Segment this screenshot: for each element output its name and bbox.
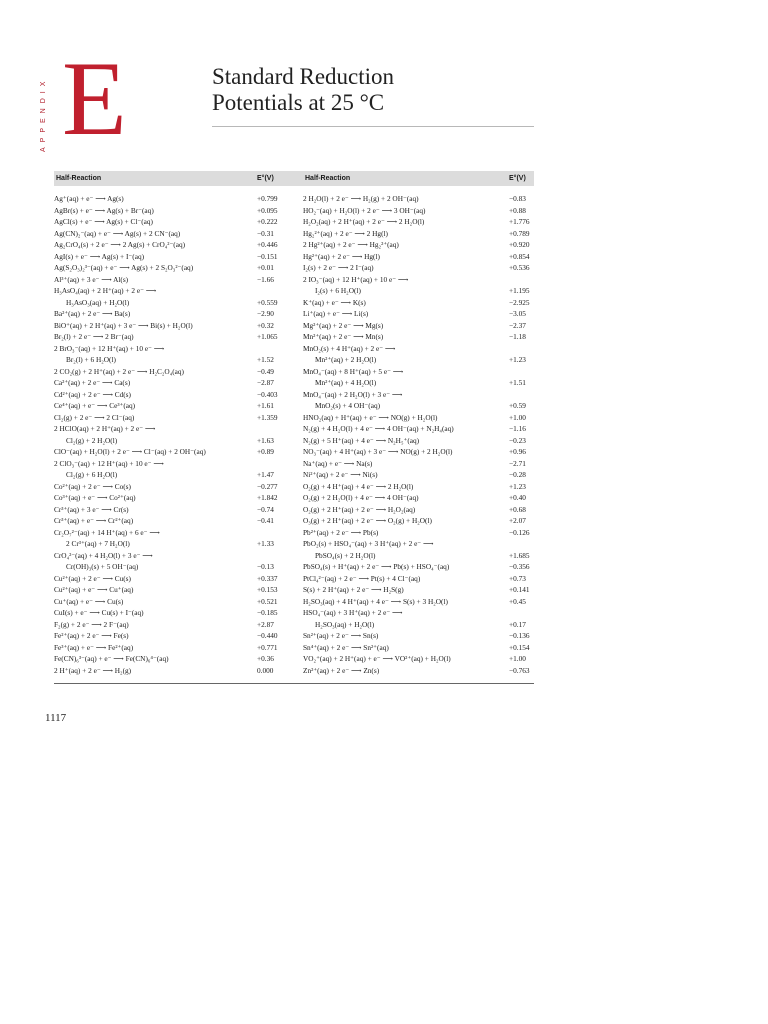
table-row xyxy=(54,297,292,309)
table-row xyxy=(54,527,292,539)
half-reaction: Cu⁺(aq) + e⁻ ⟶ Cu(s) xyxy=(54,596,124,606)
table-row xyxy=(303,251,534,263)
potential-value: −0.277 xyxy=(257,481,278,491)
potential-value: −2.37 xyxy=(509,320,526,330)
page-title xyxy=(212,64,394,116)
half-reaction: MnO₄⁻(aq) + 2 H₂O(l) + 3 e⁻ ⟶ xyxy=(303,389,403,399)
table-row xyxy=(303,262,534,274)
table-row xyxy=(54,538,292,550)
table-row xyxy=(303,216,534,228)
half-reaction: Mg²⁺(aq) + 2 e⁻ ⟶ Mg(s) xyxy=(303,320,384,330)
table-row xyxy=(303,561,534,573)
half-reaction: Zn²⁺(aq) + 2 e⁻ ⟶ Zn(s) xyxy=(303,665,380,675)
half-reaction: AgCl(s) + e⁻ ⟶ Ag(s) + Cl⁻(aq) xyxy=(54,217,153,226)
half-reaction: Cl₂(g) + 2 H₂O(l) xyxy=(66,435,118,445)
table-row xyxy=(54,343,292,355)
table-row xyxy=(303,377,534,389)
half-reaction: CrO₄²⁻(aq) + 4 H₂O(l) + 3 e⁻ ⟶ xyxy=(54,550,153,560)
right-potential-header: E°(V) xyxy=(509,175,526,182)
table-row xyxy=(54,377,292,389)
table-row xyxy=(303,584,534,596)
potential-value: +0.40 xyxy=(509,493,526,502)
half-reaction: Br₂(l) + 2 e⁻ ⟶ 2 Br⁻(aq) xyxy=(54,332,134,341)
table-row xyxy=(54,573,292,585)
potential-value: +0.153 xyxy=(257,585,278,594)
left-potential-header: E°(V) xyxy=(257,175,274,182)
half-reaction: Ag₂CrO₄(s) + 2 e⁻ ⟶ 2 Ag(s) + CrO₄²⁻(aq) xyxy=(54,240,186,249)
half-reaction: K⁺(aq) + e⁻ ⟶ K(s) xyxy=(303,297,366,307)
half-reaction: Na⁺(aq) + e⁻ ⟶ Na(s) xyxy=(303,458,373,468)
table-row xyxy=(54,504,292,516)
half-reaction: MnO₄⁻(aq) + 8 H⁺(aq) + 5 e⁻ ⟶ xyxy=(303,366,404,376)
page-number: 1117 xyxy=(45,712,67,724)
potential-value: −0.13 xyxy=(257,562,274,571)
potential-value: −2.71 xyxy=(509,458,526,468)
potential-value: −0.403 xyxy=(257,389,278,399)
potential-value: +1.842 xyxy=(257,493,278,502)
half-reaction: 2 IO₃⁻(aq) + 12 H⁺(aq) + 10 e⁻ ⟶ xyxy=(303,274,409,284)
table-row xyxy=(54,274,292,286)
potential-value: −0.49 xyxy=(257,366,274,376)
table-row xyxy=(303,389,534,401)
table-row xyxy=(303,285,534,297)
potential-value: +0.96 xyxy=(509,447,526,456)
half-reaction: Br₂(l) + 6 H₂O(l) xyxy=(66,355,116,364)
table-row xyxy=(54,400,292,412)
half-reaction: HNO₂(aq) + H⁺(aq) + e⁻ ⟶ NO(g) + H₂O(l) xyxy=(303,412,438,422)
half-reaction: Fe²⁺(aq) + 2 e⁻ ⟶ Fe(s) xyxy=(54,631,129,640)
appendix-letter: E xyxy=(62,40,127,157)
half-reaction: Cr³⁺(aq) + e⁻ ⟶ Cr²⁺(aq) xyxy=(54,516,134,525)
table-row xyxy=(303,435,534,447)
table-row xyxy=(54,481,292,493)
potential-value: −0.136 xyxy=(509,631,530,640)
table-row xyxy=(54,251,292,263)
table-row xyxy=(54,561,292,573)
half-reaction: Li⁺(aq) + e⁻ ⟶ Li(s) xyxy=(303,309,369,318)
potential-value: +1.00 xyxy=(509,412,526,422)
table-row xyxy=(303,343,534,355)
potential-value: +0.17 xyxy=(509,619,526,629)
half-reaction: Co³⁺(aq) + e⁻ ⟶ Co²⁺(aq) xyxy=(54,493,136,502)
table-row xyxy=(303,354,534,366)
table-row xyxy=(54,550,292,562)
potential-value: +1.52 xyxy=(257,355,274,364)
table-row xyxy=(303,331,534,343)
table-row xyxy=(54,492,292,504)
half-reaction: BiO⁺(aq) + 2 H⁺(aq) + 3 e⁻ ⟶ Bi(s) + H₂O(l) xyxy=(54,320,193,330)
half-reaction: Ca²⁺(aq) + 2 e⁻ ⟶ Ca(s) xyxy=(54,378,131,387)
table-row xyxy=(303,607,534,619)
half-reaction: 2 H⁺(aq) + 2 e⁻ ⟶ H₂(g) xyxy=(54,665,132,675)
half-reaction: Sn⁴⁺(aq) + 2 e⁻ ⟶ Sn²⁺(aq) xyxy=(303,642,389,652)
potential-value: +1.51 xyxy=(509,378,526,387)
potential-value: 0.000 xyxy=(257,665,274,675)
potential-value: +1.47 xyxy=(257,470,274,479)
potential-value: +0.89 xyxy=(257,447,274,456)
half-reaction: 2 HClO(aq) + 2 H⁺(aq) + 2 e⁻ ⟶ xyxy=(54,424,156,433)
table-row xyxy=(54,320,292,332)
left-column xyxy=(54,193,292,676)
table-row xyxy=(54,354,292,366)
potential-value: −2.925 xyxy=(509,297,530,307)
half-reaction: Ni²⁺(aq) + 2 e⁻ ⟶ Ni(s) xyxy=(303,470,378,479)
potential-value: +0.222 xyxy=(257,217,278,226)
table-row xyxy=(303,550,534,562)
half-reaction: N₂(g) + 4 H₂O(l) + 4 e⁻ ⟶ 4 OH⁻(aq) + N₂H₄(aq) xyxy=(303,424,454,433)
half-reaction: O₂(g) + 2 H⁺(aq) + 2 e⁻ ⟶ H₂O₂(aq) xyxy=(303,504,416,514)
table-row xyxy=(54,596,292,608)
potential-value: −0.41 xyxy=(257,516,274,525)
table-row xyxy=(54,665,292,677)
potential-value: +1.00 xyxy=(509,654,526,663)
potential-value: −1.18 xyxy=(509,332,526,341)
half-reaction: O₃(g) + 2 H⁺(aq) + 2 e⁻ ⟶ O₂(g) + H₂O(l) xyxy=(303,516,432,525)
half-reaction: AgI(s) + e⁻ ⟶ Ag(s) + I⁻(aq) xyxy=(54,251,145,261)
potential-value: −3.05 xyxy=(509,309,526,318)
potential-value: −1.66 xyxy=(257,274,274,284)
potential-value: −0.151 xyxy=(257,251,278,261)
table-row xyxy=(54,366,292,378)
half-reaction: Ag⁺(aq) + e⁻ ⟶ Ag(s) xyxy=(54,194,124,203)
half-reaction: Cr³⁺(aq) + 3 e⁻ ⟶ Cr(s) xyxy=(54,504,129,514)
table-row xyxy=(303,400,534,412)
half-reaction: HO₂⁻(aq) + H₂O(l) + 2 e⁻ ⟶ 3 OH⁻(aq) xyxy=(303,205,426,215)
table-row xyxy=(303,274,534,286)
half-reaction: H₂SO₃(aq) + H₂O(l) xyxy=(315,619,375,629)
table-row xyxy=(54,262,292,274)
half-reaction: Mn²⁺(aq) + 2 e⁻ ⟶ Mn(s) xyxy=(303,332,384,341)
half-reaction: Cr(OH)₃(s) + 5 OH⁻(aq) xyxy=(66,562,139,571)
half-reaction: H₃AsO₃(aq) + H₂O(l) xyxy=(66,297,130,307)
half-reaction: VO₂⁺(aq) + 2 H⁺(aq) + e⁻ ⟶ VO²⁺(aq) + H₂O(l) xyxy=(303,654,451,663)
table-row xyxy=(54,446,292,458)
table-header xyxy=(54,171,534,186)
half-reaction: O₂(g) + 4 H⁺(aq) + 4 e⁻ ⟶ 2 H₂O(l) xyxy=(303,481,414,491)
potential-value: +0.854 xyxy=(509,251,530,261)
table-row xyxy=(54,193,292,205)
potential-value: +0.559 xyxy=(257,297,278,307)
right-column xyxy=(303,193,534,676)
half-reaction: Cr₂O₇²⁻(aq) + 14 H⁺(aq) + 6 e⁻ ⟶ xyxy=(54,527,160,537)
half-reaction: Cu²⁺(aq) + 2 e⁻ ⟶ Cu(s) xyxy=(54,573,131,583)
potential-value: +0.45 xyxy=(509,596,526,606)
potential-value: −0.74 xyxy=(257,504,274,514)
half-reaction: H₃AsO₄(aq) + 2 H⁺(aq) + 2 e⁻ ⟶ xyxy=(54,286,157,295)
table-row xyxy=(54,331,292,343)
half-reaction: PbSO₄(s) + H⁺(aq) + 2 e⁻ ⟶ Pb(s) + HSO₄⁻(aq) xyxy=(303,562,450,571)
potential-value: +0.73 xyxy=(509,573,526,583)
table-row xyxy=(303,619,534,631)
half-reaction: ClO⁻(aq) + H₂O(l) + 2 e⁻ ⟶ Cl⁻(aq) + 2 OH⁻(aq) xyxy=(54,447,206,456)
half-reaction: Al³⁺(aq) + 3 e⁻ ⟶ Al(s) xyxy=(54,274,129,284)
half-reaction: 2 Cr³⁺(aq) + 7 H₂O(l) xyxy=(66,539,130,548)
potential-value: −0.763 xyxy=(509,665,530,675)
potential-value: −0.31 xyxy=(257,228,274,238)
potential-value: −0.23 xyxy=(509,435,526,445)
potential-value: +1.61 xyxy=(257,401,274,410)
half-reaction: Pb²⁺(aq) + 2 e⁻ ⟶ Pb(s) xyxy=(303,527,379,537)
potential-value: −2.90 xyxy=(257,309,274,318)
half-reaction: Cu²⁺(aq) + e⁻ ⟶ Cu⁺(aq) xyxy=(54,585,134,594)
table-row xyxy=(303,458,534,470)
table-row xyxy=(303,538,534,550)
table-row xyxy=(303,308,534,320)
half-reaction: HSO₄⁻(aq) + 3 H⁺(aq) + 2 e⁻ ⟶ xyxy=(303,608,403,617)
table-row xyxy=(303,423,534,435)
half-reaction: Hg₂²⁺(aq) + 2 e⁻ ⟶ 2 Hg(l) xyxy=(303,228,388,238)
potential-value: +0.88 xyxy=(509,205,526,215)
table-row xyxy=(303,527,534,539)
half-reaction: Fe(CN)₆³⁻(aq) + e⁻ ⟶ Fe(CN)₆⁴⁻(aq) xyxy=(54,654,169,663)
table-row xyxy=(54,619,292,631)
table-row xyxy=(303,228,534,240)
potential-value: −0.83 xyxy=(509,194,526,203)
potential-value: +1.63 xyxy=(257,435,274,445)
right-half-reaction-header: Half-Reaction xyxy=(305,175,351,182)
half-reaction: PbSO₄(s) + 2 H₂O(l) xyxy=(315,550,376,560)
half-reaction: I₂(s) + 6 H₂O(l) xyxy=(315,286,361,295)
half-reaction: H₂SO₃(aq) + 4 H⁺(aq) + 4 e⁻ ⟶ S(s) + 3 H₂O(l) xyxy=(303,596,448,606)
half-reaction: Co²⁺(aq) + 2 e⁻ ⟶ Co(s) xyxy=(54,481,131,491)
half-reaction: Ce⁴⁺(aq) + e⁻ ⟶ Ce³⁺(aq) xyxy=(54,401,136,410)
table-row xyxy=(54,285,292,297)
half-reaction: 2 Hg²⁺(aq) + 2 e⁻ ⟶ Hg₂²⁺(aq) xyxy=(303,240,399,249)
potential-value: +2.87 xyxy=(257,619,274,629)
table-row xyxy=(303,446,534,458)
half-reaction: 2 BrO₃⁻(aq) + 12 H⁺(aq) + 10 e⁻ ⟶ xyxy=(54,343,165,353)
table-row xyxy=(303,193,534,205)
potential-value: +1.776 xyxy=(509,217,530,226)
potential-value: +1.065 xyxy=(257,332,278,341)
half-reaction: N₂(g) + 5 H⁺(aq) + 4 e⁻ ⟶ N₂H₅⁺(aq) xyxy=(303,435,420,445)
table-row xyxy=(54,458,292,470)
potential-value: +0.095 xyxy=(257,205,278,215)
half-reaction: 2 ClO₃⁻(aq) + 12 H⁺(aq) + 10 e⁻ ⟶ xyxy=(54,458,164,468)
half-reaction: Sn²⁺(aq) + 2 e⁻ ⟶ Sn(s) xyxy=(303,631,379,640)
potential-value: −1.16 xyxy=(509,424,526,433)
table-row xyxy=(303,366,534,378)
potential-value: +0.446 xyxy=(257,240,278,249)
potential-value: +0.337 xyxy=(257,573,278,583)
half-reaction: Cl₂(g) + 2 e⁻ ⟶ 2 Cl⁻(aq) xyxy=(54,412,135,422)
half-reaction: Hg²⁺(aq) + 2 e⁻ ⟶ Hg(l) xyxy=(303,251,380,261)
table-row xyxy=(303,630,534,642)
half-reaction: 2 H₂O(l) + 2 e⁻ ⟶ H₂(g) + 2 OH⁻(aq) xyxy=(303,194,419,203)
table-row xyxy=(54,515,292,527)
table-row xyxy=(303,481,534,493)
half-reaction: PtCl₄²⁻(aq) + 2 e⁻ ⟶ Pt(s) + 4 Cl⁻(aq) xyxy=(303,573,421,583)
table-row xyxy=(303,412,534,424)
table-row xyxy=(303,239,534,251)
potential-value: −2.87 xyxy=(257,378,274,387)
potential-value: +0.68 xyxy=(509,504,526,514)
table-row xyxy=(303,205,534,217)
half-reaction: O₂(g) + 2 H₂O(l) + 4 e⁻ ⟶ 4 OH⁻(aq) xyxy=(303,493,419,502)
potential-value: +0.32 xyxy=(257,320,274,330)
potential-value: +1.685 xyxy=(509,550,530,560)
table-row xyxy=(303,573,534,585)
table-row xyxy=(54,412,292,424)
table-row xyxy=(303,504,534,516)
reduction-potential-table xyxy=(54,171,534,675)
potential-value: +0.536 xyxy=(509,263,530,272)
potential-value: +0.36 xyxy=(257,654,274,663)
potential-value: +1.23 xyxy=(509,481,526,491)
potential-value: +0.141 xyxy=(509,585,530,594)
table-row xyxy=(54,469,292,481)
potential-value: −0.356 xyxy=(509,562,530,571)
potential-value: +1.23 xyxy=(509,355,526,364)
table-row xyxy=(54,239,292,251)
table-row xyxy=(54,228,292,240)
table-row xyxy=(303,596,534,608)
half-reaction: NO₃⁻(aq) + 4 H⁺(aq) + 3 e⁻ ⟶ NO(g) + 2 H₂O(l) xyxy=(303,447,453,456)
title-line-2: Potentials at 25 °C xyxy=(212,90,385,115)
potential-value: +2.07 xyxy=(509,516,526,525)
table-row xyxy=(303,642,534,654)
half-reaction: Cd²⁺(aq) + 2 e⁻ ⟶ Cd(s) xyxy=(54,389,131,399)
potential-value: −0.28 xyxy=(509,470,526,479)
table-row xyxy=(54,435,292,447)
potential-value: −0.126 xyxy=(509,527,530,537)
half-reaction: Mn²⁺(aq) + 4 H₂O(l) xyxy=(315,378,377,387)
potential-value: −0.440 xyxy=(257,631,278,640)
half-reaction: Ag(CN)₂⁻(aq) + e⁻ ⟶ Ag(s) + 2 CN⁻(aq) xyxy=(54,228,181,238)
half-reaction: H₂O₂(aq) + 2 H⁺(aq) + 2 e⁻ ⟶ 2 H₂O(l) xyxy=(303,217,425,226)
table-row xyxy=(54,653,292,665)
half-reaction: PbO₂(s) + HSO₄⁻(aq) + 3 H⁺(aq) + 2 e⁻ ⟶ xyxy=(303,539,434,548)
potential-value: +0.59 xyxy=(509,401,526,410)
half-reaction: 2 CO₂(g) + 2 H⁺(aq) + 2 e⁻ ⟶ H₂C₂O₄(aq) xyxy=(54,366,184,376)
table-row xyxy=(303,665,534,677)
potential-value: +0.920 xyxy=(509,240,530,249)
potential-value: +0.154 xyxy=(509,642,530,652)
left-half-reaction-header: Half-Reaction xyxy=(56,175,102,182)
potential-value: +1.359 xyxy=(257,412,278,422)
half-reaction: Ag(S₂O₃)₂³⁻(aq) + e⁻ ⟶ Ag(s) + 2 S₂O₃²⁻(aq) xyxy=(54,263,194,272)
potential-value: +1.195 xyxy=(509,286,530,295)
title-rule xyxy=(212,126,534,127)
table-row xyxy=(54,389,292,401)
table-row xyxy=(54,423,292,435)
table-row xyxy=(54,630,292,642)
half-reaction: MnO₂(s) + 4 OH⁻(aq) xyxy=(315,401,381,410)
table-bottom-rule xyxy=(54,683,534,684)
half-reaction: MnO₂(s) + 4 H⁺(aq) + 2 e⁻ ⟶ xyxy=(303,343,396,353)
half-reaction: S(s) + 2 H⁺(aq) + 2 e⁻ ⟶ H₂S(g) xyxy=(303,585,404,594)
half-reaction: Mn²⁺(aq) + 2 H₂O(l) xyxy=(315,355,377,364)
potential-value: +0.521 xyxy=(257,596,278,606)
half-reaction: AgBr(s) + e⁻ ⟶ Ag(s) + Br⁻(aq) xyxy=(54,205,154,215)
potential-value: +1.33 xyxy=(257,539,274,548)
table-row xyxy=(303,492,534,504)
table-row xyxy=(303,653,534,665)
table-row xyxy=(54,205,292,217)
table-row xyxy=(303,320,534,332)
half-reaction: F₂(g) + 2 e⁻ ⟶ 2 F⁻(aq) xyxy=(54,619,129,629)
title-line-1: Standard Reduction xyxy=(212,64,395,89)
potential-value: +0.01 xyxy=(257,263,274,272)
table-row xyxy=(54,642,292,654)
potential-value: +0.789 xyxy=(509,228,530,238)
appendix-label: APPENDIX xyxy=(40,76,47,152)
table-row xyxy=(303,515,534,527)
table-row xyxy=(303,297,534,309)
half-reaction: Ba²⁺(aq) + 2 e⁻ ⟶ Ba(s) xyxy=(54,309,131,318)
potential-value: +0.771 xyxy=(257,642,278,652)
half-reaction: Fe³⁺(aq) + e⁻ ⟶ Fe²⁺(aq) xyxy=(54,642,134,652)
table-row xyxy=(303,469,534,481)
half-reaction: I₂(s) + 2 e⁻ ⟶ 2 I⁻(aq) xyxy=(303,263,374,272)
potential-value: +0.799 xyxy=(257,194,278,203)
half-reaction: CuI(s) + e⁻ ⟶ Cu(s) + I⁻(aq) xyxy=(54,608,144,617)
table-row xyxy=(54,308,292,320)
table-row xyxy=(54,607,292,619)
half-reaction: Cl₂(g) + 6 H₂O(l) xyxy=(66,470,118,479)
potential-value: −0.185 xyxy=(257,608,278,617)
table-row xyxy=(54,216,292,228)
table-row xyxy=(54,584,292,596)
